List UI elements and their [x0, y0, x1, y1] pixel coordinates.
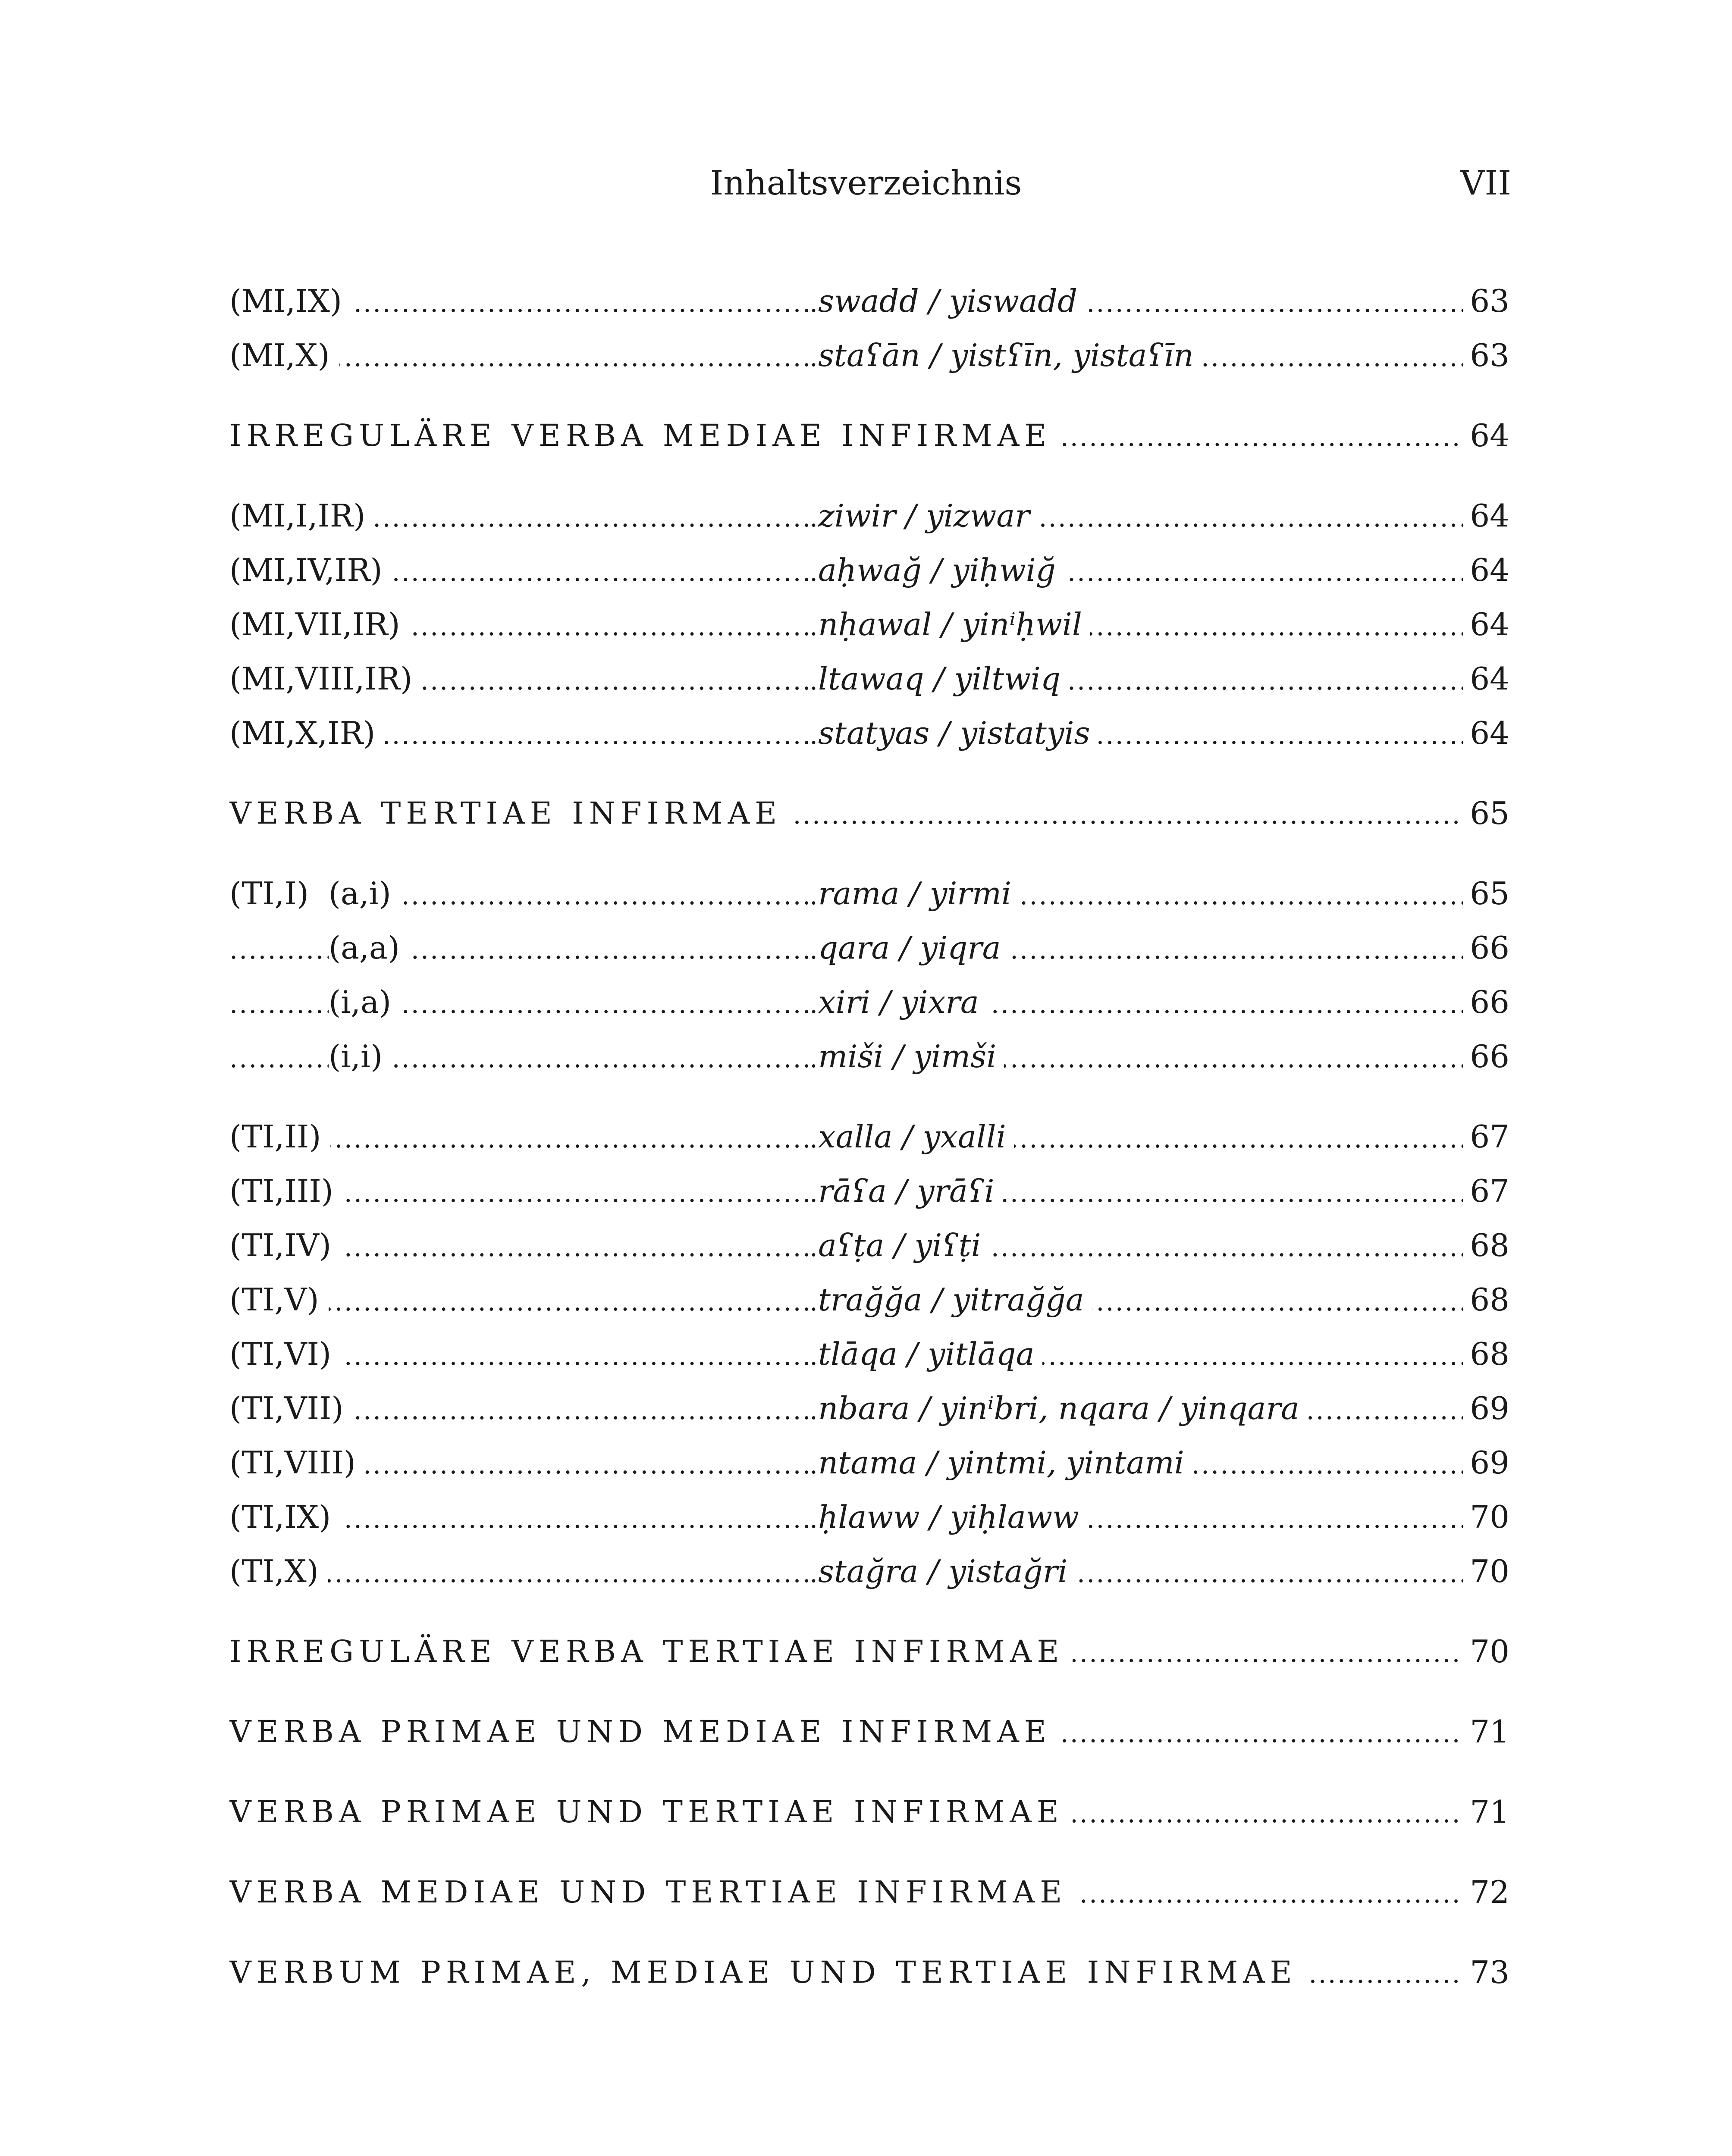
- toc-entry: [229, 1218, 1509, 1272]
- entry-code: (TI,V): [229, 1272, 329, 1327]
- entry-code: (MI,X,IR): [229, 706, 385, 760]
- toc-entry: [229, 652, 1509, 706]
- toc-entry: [229, 1164, 1509, 1218]
- toc-entry: [229, 1381, 1509, 1435]
- leader-dots: [229, 921, 810, 975]
- entry-page: 64: [1463, 706, 1509, 760]
- entry-page: 66: [1463, 921, 1509, 975]
- entry-page: 68: [1463, 1218, 1509, 1272]
- entry-form: ḥlaww / yiḥlaww: [818, 1490, 1087, 1544]
- entry-code: (TI,VII): [229, 1381, 353, 1435]
- entry-page: 63: [1463, 328, 1509, 382]
- entry-page: 73: [1463, 1945, 1509, 1999]
- toc-section-heading: [229, 1945, 1509, 1999]
- entry-code: (TI,IX): [229, 1490, 340, 1544]
- entry-form: nḥawal / yinⁱḥwil: [818, 597, 1090, 652]
- entry-code: (TI,IV): [229, 1218, 341, 1272]
- section-label: IRREGULÄRE VERBA MEDIAE INFIRMAE: [229, 408, 1060, 463]
- entry-form: stağra / yistağri: [818, 1544, 1075, 1598]
- entry-code: (TI,I) (a,i): [229, 866, 401, 921]
- toc-entry: [229, 1544, 1509, 1598]
- entry-page: 69: [1463, 1435, 1509, 1490]
- entry-page: 64: [1463, 652, 1509, 706]
- entry-form: ntama / yintmi, yintami: [818, 1435, 1192, 1490]
- section-label: VERBA PRIMAE UND TERTIAE INFIRMAE: [229, 1785, 1073, 1839]
- entry-page: 67: [1463, 1109, 1509, 1164]
- entry-code: (i,i): [329, 1029, 392, 1084]
- toc-entry: [229, 597, 1509, 652]
- entry-page: 70: [1463, 1544, 1509, 1598]
- entry-form: tlāqa / yitlāqa: [818, 1327, 1042, 1381]
- entry-code: (MI,VII,IR): [229, 597, 410, 652]
- toc-entry: [229, 866, 1509, 921]
- page-number: VII: [1460, 164, 1511, 203]
- toc-entry: [229, 543, 1509, 597]
- entry-code: (MI,VIII,IR): [229, 652, 422, 706]
- entry-page: 65: [1463, 866, 1509, 921]
- entry-form: ltawaq / yiltwiq: [818, 652, 1068, 706]
- entry-form: aḥwağ / yiḥwiğ: [818, 543, 1064, 597]
- entry-form: aʕṭa / yiʕṭi: [818, 1218, 989, 1272]
- toc-subentry: [229, 1029, 1509, 1084]
- entry-page: 71: [1463, 1785, 1509, 1839]
- section-label: VERBA TERTIAE INFIRMAE: [229, 786, 791, 840]
- entry-page: 67: [1463, 1164, 1509, 1218]
- entry-form: statyas / yistatyis: [818, 706, 1098, 760]
- entry-form: qara / yiqra: [818, 921, 1009, 975]
- toc-entry: [229, 328, 1509, 382]
- entry-page: 68: [1463, 1327, 1509, 1381]
- entry-page: 70: [1463, 1490, 1509, 1544]
- entry-code: (MI,IX): [229, 274, 351, 328]
- toc-section-heading: [229, 1705, 1509, 1759]
- leader-dots: [229, 975, 810, 1029]
- entry-code: (TI,X): [229, 1544, 328, 1598]
- running-header: [0, 164, 1732, 211]
- entry-form: ziwir / yizwar: [818, 489, 1038, 543]
- entry-code: (MI,IV,IR): [229, 543, 392, 597]
- entry-code: (MI,X): [229, 328, 339, 382]
- entry-page: 68: [1463, 1272, 1509, 1327]
- entry-form: trağğa / yitrağğa: [818, 1272, 1092, 1327]
- entry-code: (TI,VIII): [229, 1435, 365, 1490]
- entry-page: 64: [1463, 489, 1509, 543]
- entry-page: 71: [1463, 1705, 1509, 1759]
- toc-entry: [229, 1327, 1509, 1381]
- entry-page: 69: [1463, 1381, 1509, 1435]
- entry-code: (MI,I,IR): [229, 489, 375, 543]
- toc-section-heading: [229, 1624, 1509, 1679]
- leader-dots: [229, 1029, 810, 1084]
- toc-section-heading: [229, 786, 1509, 840]
- entry-page: 64: [1463, 543, 1509, 597]
- entry-page: 64: [1463, 597, 1509, 652]
- entry-form: rama / yirmi: [818, 866, 1019, 921]
- toc-entry: [229, 1109, 1509, 1164]
- toc-subentry: [229, 921, 1509, 975]
- entry-page: 70: [1463, 1624, 1509, 1679]
- section-label: VERBA MEDIAE UND TERTIAE INFIRMAE: [229, 1865, 1076, 1919]
- toc-entry: [229, 274, 1509, 328]
- toc-entry: [229, 1490, 1509, 1544]
- entry-code: (TI,II): [229, 1109, 330, 1164]
- entry-form: xiri / yixra: [818, 975, 987, 1029]
- entry-code: (i,a): [329, 975, 401, 1029]
- entry-page: 66: [1463, 975, 1509, 1029]
- entry-page: 63: [1463, 274, 1509, 328]
- section-label: VERBUM PRIMAE, MEDIAE UND TERTIAE INFIRMAE: [229, 1945, 1306, 1999]
- entry-page: 65: [1463, 786, 1509, 840]
- entry-page: 66: [1463, 1029, 1509, 1084]
- toc-section-heading: [229, 408, 1509, 463]
- entry-code: (TI,III): [229, 1164, 343, 1218]
- toc-section-heading: [229, 1865, 1509, 1919]
- entry-form: staʕān / yistʕīn, yistaʕīn: [818, 328, 1202, 382]
- entry-page: 64: [1463, 408, 1509, 463]
- toc-section-heading: [229, 1785, 1509, 1839]
- entry-page: 72: [1463, 1865, 1509, 1919]
- entry-code: (a,a): [329, 921, 409, 975]
- entry-form: miši / yimši: [818, 1029, 1004, 1084]
- section-label: VERBA PRIMAE UND MEDIAE INFIRMAE: [229, 1705, 1060, 1759]
- table-of-contents: [229, 274, 1509, 1999]
- entry-form: rāʕa / yrāʕi: [818, 1164, 1002, 1218]
- entry-form: swadd / yiswadd: [818, 274, 1085, 328]
- page-title: Inhaltsverzeichnis: [710, 164, 1022, 203]
- entry-code: (TI,VI): [229, 1327, 341, 1381]
- section-label: IRREGULÄRE VERBA TERTIAE INFIRMAE: [229, 1624, 1073, 1679]
- toc-entry: [229, 706, 1509, 760]
- entry-form: nbara / yinⁱbri, nqara / yinqara: [818, 1381, 1307, 1435]
- toc-subentry: [229, 975, 1509, 1029]
- toc-entry: [229, 489, 1509, 543]
- entry-form: xalla / yxalli: [818, 1109, 1014, 1164]
- toc-entry: [229, 1435, 1509, 1490]
- toc-entry: [229, 1272, 1509, 1327]
